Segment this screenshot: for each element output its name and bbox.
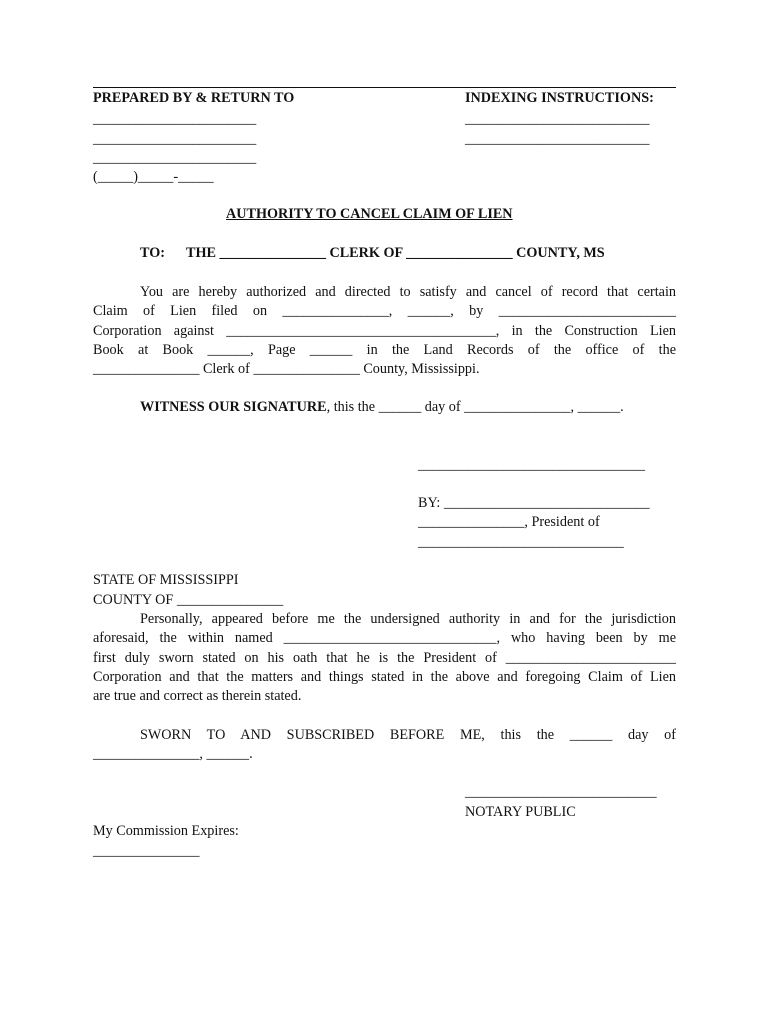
authorization-line-3: Corporation against ______________________________________, in the Construction Lien xyxy=(93,322,676,339)
authorization-line-2: Claim of Lien filed on _______________, ______, by _________________________ xyxy=(93,303,676,320)
authorization-paragraph xyxy=(93,283,676,379)
county-label: COUNTY OF _______________ xyxy=(93,592,284,608)
witness-label: WITNESS OUR SIGNATURE xyxy=(140,399,327,415)
prepared-by-blank-3: _______________________ xyxy=(93,150,257,166)
acknowledgment-line-5: are true and correct as therein stated. xyxy=(93,688,302,705)
document-title: AUTHORITY TO CANCEL CLAIM OF LIEN xyxy=(226,206,513,222)
commission-expires-blank: _______________ xyxy=(93,843,200,859)
witness-date: , this the ______ day of _______________, ______. xyxy=(326,399,624,415)
signature-by: BY: _____________________________ xyxy=(418,495,650,511)
indexing-blank-1: __________________________ xyxy=(465,111,650,127)
state-label: STATE OF MISSISSIPPI xyxy=(93,572,239,588)
sworn-paragraph xyxy=(93,726,676,765)
indexing-heading: INDEXING INSTRUCTIONS: xyxy=(465,90,654,106)
witness-line xyxy=(140,398,624,417)
indexing-blank-2: __________________________ xyxy=(465,131,650,147)
sworn-line-1: SWORN TO AND SUBSCRIBED BEFORE ME, this the ______ day of xyxy=(140,727,676,743)
notary-signature-line: ___________________________ xyxy=(465,784,657,800)
acknowledgment-line-4: Corporation and that the matters and things stated in the above and foregoing Claim of Lien xyxy=(93,668,676,685)
phone-blank: (_____)_____-_____ xyxy=(93,169,214,185)
top-rule xyxy=(93,87,676,88)
acknowledgment-line-2: aforesaid, the within named ______________________________, who having been by me xyxy=(93,630,676,647)
sworn-line-2: _______________, ______. xyxy=(93,746,253,763)
commission-expires-label: My Commission Expires: xyxy=(93,823,239,839)
notary-public-label: NOTARY PUBLIC xyxy=(465,804,576,820)
signature-president: _______________, President of xyxy=(418,514,600,530)
acknowledgment-line-3: first duly sworn stated on his oath that he is the President of ________________________ xyxy=(93,649,676,666)
prepared-by-blank-1: _______________________ xyxy=(93,111,257,127)
acknowledgment-paragraph xyxy=(93,610,676,706)
authorization-line-1: You are hereby authorized and directed to satisfy and cancel of record that certain xyxy=(140,284,676,300)
prepared-by-blank-2: _______________________ xyxy=(93,131,257,147)
to-label: TO: xyxy=(140,245,165,261)
to-clerk-line: THE _______________ CLERK OF _______________ COUNTY, MS xyxy=(186,245,605,261)
prepared-by-heading: PREPARED BY & RETURN TO xyxy=(93,90,295,106)
acknowledgment-line-1: Personally, appeared before me the undersigned authority in and for the jurisdiction xyxy=(140,611,676,627)
signature-company-line: _____________________________ xyxy=(418,534,624,550)
authorization-line-5: _______________ Clerk of _______________ County, Mississippi. xyxy=(93,361,480,378)
signature-line: ________________________________ xyxy=(418,457,645,473)
authorization-line-4: Book at Book ______, Page ______ in the Land Records of the office of the xyxy=(93,341,676,358)
